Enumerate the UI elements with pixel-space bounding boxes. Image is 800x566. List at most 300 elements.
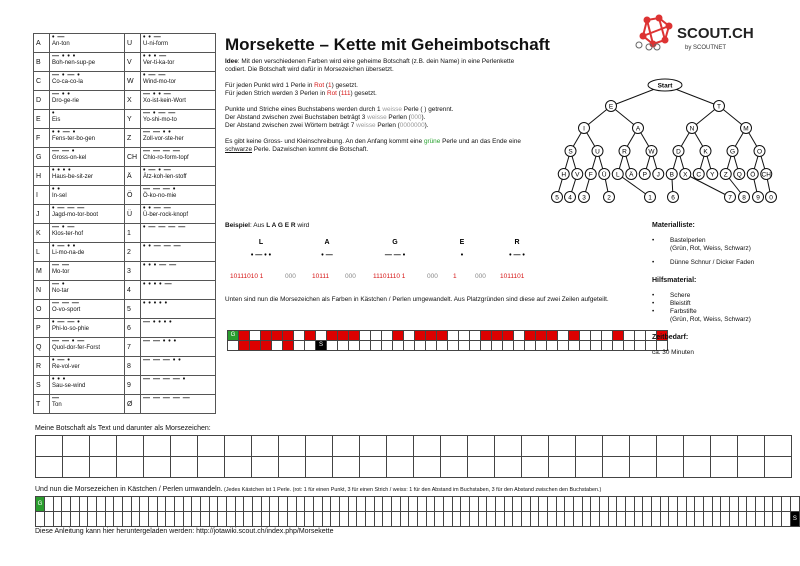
morse-code-cell xyxy=(50,224,125,243)
bead-input-cell[interactable] xyxy=(669,512,678,527)
bead-input-cell[interactable] xyxy=(157,512,166,527)
morse-code: • • • • — xyxy=(143,281,173,288)
morse-table xyxy=(33,33,216,414)
morse-code: • • — • xyxy=(52,129,76,136)
bead-input-cell[interactable] xyxy=(495,497,504,512)
bead-input-cell[interactable] xyxy=(313,512,322,527)
bead-input-cell[interactable] xyxy=(235,512,244,527)
bead-input-cell[interactable] xyxy=(417,512,426,527)
message-cell[interactable] xyxy=(171,457,198,478)
message-cell[interactable] xyxy=(225,457,252,478)
bead-input-cell[interactable] xyxy=(183,497,192,512)
bead-input-cell[interactable] xyxy=(730,512,739,527)
bead-input-cell[interactable] xyxy=(45,497,54,512)
message-cell[interactable] xyxy=(333,436,360,457)
bead-input-cell[interactable] xyxy=(296,512,305,527)
message-cell[interactable] xyxy=(306,436,333,457)
bead-input-cell[interactable] xyxy=(695,497,704,512)
bead-input-cell[interactable] xyxy=(71,512,80,527)
bead-input-cell[interactable] xyxy=(547,512,556,527)
message-cell[interactable] xyxy=(279,457,306,478)
bead-input-cell[interactable] xyxy=(348,497,357,512)
bead-input-cell[interactable] xyxy=(504,497,513,512)
message-cell[interactable] xyxy=(630,457,657,478)
message-cell[interactable] xyxy=(198,457,225,478)
bead-input-cell[interactable] xyxy=(435,512,444,527)
message-cell[interactable] xyxy=(603,436,630,457)
bead-input-cell[interactable] xyxy=(36,512,45,527)
bead-input-cell[interactable] xyxy=(348,512,357,527)
bead-input-cell[interactable] xyxy=(652,497,661,512)
bead-input-cell[interactable] xyxy=(539,497,548,512)
bead-input-cell[interactable] xyxy=(738,497,747,512)
message-cell[interactable] xyxy=(549,436,576,457)
bead-input-cell[interactable] xyxy=(634,512,643,527)
message-cell[interactable] xyxy=(252,457,279,478)
message-cell[interactable] xyxy=(252,436,279,457)
bead-input-cell[interactable] xyxy=(244,512,253,527)
morse-code: • • — — xyxy=(143,205,172,212)
bead-input-cell[interactable] xyxy=(105,497,114,512)
bead-input-cell[interactable] xyxy=(469,512,478,527)
bead-cell xyxy=(283,331,294,341)
bead-input-cell[interactable] xyxy=(279,512,288,527)
bead-input-cell[interactable]: S xyxy=(790,512,799,527)
bead-input-cell[interactable] xyxy=(695,512,704,527)
message-cell[interactable] xyxy=(387,436,414,457)
svg-text:L: L xyxy=(615,171,620,179)
morse-code: — • • xyxy=(52,91,71,98)
morse-code: • — • — xyxy=(143,167,172,174)
bead-input-cell[interactable] xyxy=(131,497,140,512)
bead-input-cell[interactable] xyxy=(201,497,210,512)
message-cell[interactable] xyxy=(711,457,738,478)
message-cell[interactable] xyxy=(90,436,117,457)
bead-input-cell[interactable] xyxy=(747,497,756,512)
bead-cell xyxy=(371,341,382,351)
bead-input-cell[interactable] xyxy=(678,512,687,527)
bead-input-cell[interactable] xyxy=(530,512,539,527)
mnemonic-word: Xo-ist-kein-Wort xyxy=(143,98,186,104)
bead-input-cell[interactable] xyxy=(305,512,314,527)
bead-input-cell[interactable] xyxy=(339,497,348,512)
svg-text:B: B xyxy=(669,171,674,179)
bead-input-cell[interactable] xyxy=(313,497,322,512)
bead-input-cell[interactable] xyxy=(469,497,478,512)
bead-input-cell[interactable] xyxy=(123,497,132,512)
bead-input-cell[interactable] xyxy=(400,497,409,512)
bead-input-cell[interactable] xyxy=(383,512,392,527)
message-cell[interactable] xyxy=(36,436,63,457)
morse-letter: D xyxy=(34,91,50,110)
bead-input-cell[interactable] xyxy=(192,497,201,512)
message-cell[interactable] xyxy=(603,457,630,478)
bead-input-cell[interactable] xyxy=(114,497,123,512)
bead-input-cell[interactable] xyxy=(374,512,383,527)
morse-code-cell xyxy=(50,205,125,224)
bead-input-cell[interactable] xyxy=(149,497,158,512)
bead-input-cell[interactable] xyxy=(617,497,626,512)
bead-input-cell[interactable] xyxy=(71,497,80,512)
bead-input-cell[interactable] xyxy=(426,512,435,527)
bead-input-cell[interactable] xyxy=(547,497,556,512)
message-cell[interactable] xyxy=(684,436,711,457)
bead-cell xyxy=(635,331,646,341)
svg-text:5: 5 xyxy=(555,194,559,202)
message-cell[interactable] xyxy=(387,457,414,478)
bead-input-cell[interactable] xyxy=(435,497,444,512)
bead-input-cell[interactable] xyxy=(443,497,452,512)
bead-grid-input[interactable] xyxy=(35,496,800,527)
bead-input-cell[interactable] xyxy=(504,512,513,527)
morse-row xyxy=(34,319,216,338)
bead-input-cell[interactable] xyxy=(626,512,635,527)
message-cell[interactable] xyxy=(468,436,495,457)
message-cell[interactable] xyxy=(144,457,171,478)
bead-cell xyxy=(239,331,250,341)
bead-input-cell[interactable] xyxy=(331,512,340,527)
bead-input-cell[interactable] xyxy=(764,512,773,527)
bead-input-cell[interactable] xyxy=(166,512,175,527)
message-cell[interactable] xyxy=(117,457,144,478)
bead-input-cell[interactable] xyxy=(417,497,426,512)
morse-letter: J xyxy=(34,205,50,224)
bead-input-cell[interactable] xyxy=(669,497,678,512)
bead-input-cell[interactable] xyxy=(521,512,530,527)
bead-input-cell[interactable] xyxy=(643,512,652,527)
bead-input-cell[interactable] xyxy=(409,497,418,512)
message-grid[interactable] xyxy=(35,435,792,478)
bead-input-cell[interactable] xyxy=(218,512,227,527)
bead-input-cell[interactable] xyxy=(383,497,392,512)
bead-input-cell[interactable] xyxy=(478,512,487,527)
bead-input-cell[interactable] xyxy=(582,512,591,527)
message-cell[interactable] xyxy=(765,436,792,457)
bead-cell xyxy=(294,341,305,351)
morse-code-cell xyxy=(50,395,125,414)
bead-input-cell[interactable] xyxy=(452,497,461,512)
bead-input-cell[interactable] xyxy=(660,512,669,527)
message-cell[interactable] xyxy=(630,436,657,457)
message-cell[interactable] xyxy=(306,457,333,478)
bead-input-cell[interactable] xyxy=(365,497,374,512)
bead-input-cell[interactable] xyxy=(738,512,747,527)
message-cell[interactable] xyxy=(711,436,738,457)
message-cell[interactable] xyxy=(144,436,171,457)
bead-input-cell[interactable] xyxy=(88,497,97,512)
bead-input-cell[interactable] xyxy=(88,512,97,527)
morse-row xyxy=(34,129,216,148)
bead-input-cell[interactable] xyxy=(305,497,314,512)
bead-input-cell[interactable] xyxy=(790,497,799,512)
message-cell[interactable] xyxy=(117,436,144,457)
morse-letter: 1 xyxy=(125,224,141,243)
bead-input-cell[interactable] xyxy=(391,512,400,527)
message-cell[interactable] xyxy=(279,436,306,457)
mnemonic-word: Gross-on-kel xyxy=(52,155,87,161)
bead-input-cell[interactable] xyxy=(123,512,132,527)
bead-input-cell[interactable] xyxy=(400,512,409,527)
bead-input-cell[interactable] xyxy=(105,512,114,527)
bead-input-cell[interactable] xyxy=(782,497,791,512)
morse-code-cell xyxy=(141,395,216,414)
morse-letter: K xyxy=(34,224,50,243)
message-cell[interactable] xyxy=(684,457,711,478)
bead-input-cell[interactable] xyxy=(79,512,88,527)
bead-input-cell[interactable] xyxy=(261,497,270,512)
bead-input-cell[interactable] xyxy=(357,512,366,527)
list-item: Farbstifte xyxy=(670,308,697,315)
bead-input-cell[interactable] xyxy=(721,497,730,512)
bead-cell xyxy=(492,331,503,341)
morse-code-cell xyxy=(50,300,125,319)
bead-input-cell[interactable] xyxy=(62,512,71,527)
bead-input-cell[interactable] xyxy=(287,497,296,512)
mnemonic-word: Ver-ti-ka-tor xyxy=(143,60,175,66)
bead-cell xyxy=(481,341,492,351)
bead-input-cell[interactable] xyxy=(149,512,158,527)
time-title: Zeitbedarf: xyxy=(652,334,689,341)
message-cell[interactable] xyxy=(765,457,792,478)
message-cell[interactable] xyxy=(738,436,765,457)
message-cell[interactable] xyxy=(63,436,90,457)
message-cell[interactable] xyxy=(549,457,576,478)
bead-input-cell[interactable] xyxy=(183,512,192,527)
morse-code: • — — xyxy=(143,72,166,79)
bead-input-cell[interactable] xyxy=(556,512,565,527)
bead-input-cell[interactable] xyxy=(227,512,236,527)
message-cell[interactable] xyxy=(36,457,63,478)
bullet-icon: • xyxy=(652,308,655,315)
bead-input-cell[interactable] xyxy=(79,497,88,512)
bead-input-cell[interactable] xyxy=(53,497,62,512)
bead-input-cell[interactable] xyxy=(322,512,331,527)
morse-code: — • xyxy=(52,281,65,288)
message-cell[interactable] xyxy=(333,457,360,478)
svg-text:3: 3 xyxy=(582,194,586,202)
example-bead-grid xyxy=(227,330,668,351)
bead-input-cell[interactable] xyxy=(539,512,548,527)
bead-input-cell[interactable] xyxy=(487,497,496,512)
bead-input-cell[interactable] xyxy=(270,512,279,527)
bead-input-cell[interactable] xyxy=(730,497,739,512)
bead-input-cell[interactable] xyxy=(556,497,565,512)
message-cell[interactable] xyxy=(198,436,225,457)
bead-input-cell[interactable] xyxy=(53,512,62,527)
bead-input-cell[interactable] xyxy=(756,497,765,512)
morse-code: — • — xyxy=(52,224,75,231)
bead-input-cell[interactable] xyxy=(157,497,166,512)
bead-input-cell[interactable] xyxy=(62,497,71,512)
bead-input-cell[interactable] xyxy=(608,497,617,512)
bead-input-cell[interactable] xyxy=(357,497,366,512)
bead-input-cell[interactable] xyxy=(279,497,288,512)
morse-code-cell xyxy=(141,186,216,205)
bead-input-cell[interactable] xyxy=(513,512,522,527)
bead-input-cell[interactable] xyxy=(114,512,123,527)
tree-node xyxy=(739,192,750,203)
bead-input-cell[interactable] xyxy=(756,512,765,527)
tree-node xyxy=(720,169,731,180)
message-cell[interactable] xyxy=(576,436,603,457)
bead-input-cell[interactable] xyxy=(574,497,583,512)
bead-input-cell[interactable] xyxy=(608,512,617,527)
bead-input-cell[interactable] xyxy=(365,512,374,527)
bead-input-cell[interactable] xyxy=(495,512,504,527)
bead-input-cell[interactable] xyxy=(617,512,626,527)
bead-input-cell[interactable] xyxy=(209,497,218,512)
message-cell[interactable] xyxy=(576,457,603,478)
morse-code-cell xyxy=(141,262,216,281)
bead-input-cell[interactable]: G xyxy=(36,497,45,512)
logo-network-icon xyxy=(641,16,672,47)
bead-input-cell[interactable] xyxy=(331,497,340,512)
message-cell[interactable] xyxy=(657,436,684,457)
bead-input-cell[interactable] xyxy=(582,497,591,512)
bead-input-cell[interactable] xyxy=(686,497,695,512)
morse-code: • — xyxy=(52,34,65,41)
bead-input-cell[interactable] xyxy=(201,512,210,527)
bead-input-cell[interactable] xyxy=(626,497,635,512)
svg-text:Z: Z xyxy=(723,171,728,179)
message-cell[interactable] xyxy=(63,457,90,478)
message-cell[interactable] xyxy=(171,436,198,457)
bead-input-cell[interactable] xyxy=(487,512,496,527)
bead-input-cell[interactable] xyxy=(652,512,661,527)
message-cell[interactable] xyxy=(468,457,495,478)
message-cell[interactable] xyxy=(441,436,468,457)
bead-input-cell[interactable] xyxy=(686,512,695,527)
bead-input-cell[interactable] xyxy=(704,497,713,512)
bead-input-cell[interactable] xyxy=(530,497,539,512)
bead-input-cell[interactable] xyxy=(678,497,687,512)
message-cell[interactable] xyxy=(495,457,522,478)
bead-cell xyxy=(272,341,283,351)
bead-input-cell[interactable] xyxy=(175,497,184,512)
bead-input-cell[interactable] xyxy=(521,497,530,512)
time-value: ca. 30 Minuten xyxy=(652,349,694,356)
message-cell[interactable] xyxy=(225,436,252,457)
bead-input-cell[interactable] xyxy=(235,497,244,512)
help-title: Hilfsmaterial: xyxy=(652,277,697,284)
bead-input-cell[interactable] xyxy=(643,497,652,512)
bead-input-cell[interactable] xyxy=(322,497,331,512)
bead-input-cell[interactable] xyxy=(773,512,782,527)
message-cell[interactable] xyxy=(738,457,765,478)
morse-code-cell xyxy=(141,319,216,338)
message-cell[interactable] xyxy=(522,457,549,478)
morse-code-cell xyxy=(141,53,216,72)
bead-input-cell[interactable] xyxy=(660,497,669,512)
bead-input-cell[interactable] xyxy=(574,512,583,527)
morse-code: • — — • xyxy=(52,319,81,326)
bead-input-cell[interactable] xyxy=(97,497,106,512)
morse-letter: X xyxy=(125,91,141,110)
bead-input-cell[interactable] xyxy=(565,512,574,527)
bead-input-cell[interactable] xyxy=(218,497,227,512)
bead-input-cell[interactable] xyxy=(270,497,279,512)
bead-input-cell[interactable] xyxy=(600,497,609,512)
tree-node xyxy=(565,192,576,203)
bead-input-cell[interactable] xyxy=(374,497,383,512)
bead-input-cell[interactable] xyxy=(565,497,574,512)
morse-letter: M xyxy=(34,262,50,281)
message-cell[interactable] xyxy=(441,457,468,478)
bead-input-cell[interactable] xyxy=(461,497,470,512)
bead-input-cell[interactable] xyxy=(721,512,730,527)
bead-input-cell[interactable] xyxy=(175,512,184,527)
bead-input-cell[interactable] xyxy=(452,512,461,527)
bead-input-cell[interactable] xyxy=(443,512,452,527)
svg-text:W: W xyxy=(648,148,655,156)
bead-input-cell[interactable] xyxy=(600,512,609,527)
morse-code-cell xyxy=(50,281,125,300)
mnemonic-word: Boh-nen-sup-pe xyxy=(52,60,96,66)
bead-input-cell[interactable] xyxy=(747,512,756,527)
bead-input-cell[interactable] xyxy=(45,512,54,527)
bead-input-cell[interactable] xyxy=(287,512,296,527)
bead-input-cell[interactable] xyxy=(261,512,270,527)
bead-input-cell[interactable] xyxy=(704,512,713,527)
bead-input-cell[interactable] xyxy=(634,497,643,512)
message-cell[interactable] xyxy=(495,436,522,457)
message-cell[interactable] xyxy=(522,436,549,457)
bead-input-cell[interactable] xyxy=(97,512,106,527)
bead-input-cell[interactable] xyxy=(339,512,348,527)
bead-input-cell[interactable] xyxy=(712,512,721,527)
message-cell[interactable] xyxy=(360,436,387,457)
morse-code: — — — — • xyxy=(143,376,186,383)
message-cell[interactable] xyxy=(414,457,441,478)
bead-input-cell[interactable] xyxy=(513,497,522,512)
bead-input-cell[interactable] xyxy=(764,497,773,512)
bead-input-cell[interactable] xyxy=(391,497,400,512)
bead-input-cell[interactable] xyxy=(426,497,435,512)
bead-input-cell[interactable] xyxy=(253,512,262,527)
message-cell[interactable] xyxy=(657,457,684,478)
message-cell[interactable] xyxy=(90,457,117,478)
bead-input-cell[interactable] xyxy=(409,512,418,527)
bead-input-cell[interactable] xyxy=(166,497,175,512)
bead-input-cell[interactable] xyxy=(192,512,201,527)
bead-input-cell[interactable] xyxy=(253,497,262,512)
morse-code-cell xyxy=(141,300,216,319)
bead-input-cell[interactable] xyxy=(244,497,253,512)
tree-node xyxy=(612,169,623,180)
svg-text:P: P xyxy=(642,171,647,179)
mnemonic-word: Phi-lo-so-phie xyxy=(52,326,90,332)
footer-link[interactable]: Diese Anleitung kann hier heruntergeladen werden: http://jotawiki.scout.ch/index.php/Morsekette xyxy=(35,528,334,535)
bead-input-cell[interactable] xyxy=(296,497,305,512)
mnemonic-word: Sau-se-wind xyxy=(52,383,86,389)
bead-input-cell[interactable] xyxy=(140,512,149,527)
message-cell[interactable] xyxy=(414,436,441,457)
bead-cell xyxy=(492,341,503,351)
bead-input-cell[interactable] xyxy=(591,497,600,512)
bead-input-cell[interactable] xyxy=(131,512,140,527)
bead-input-cell[interactable] xyxy=(461,512,470,527)
bead-input-cell[interactable] xyxy=(782,512,791,527)
bead-input-cell[interactable] xyxy=(227,497,236,512)
bead-input-cell[interactable] xyxy=(478,497,487,512)
message-cell[interactable] xyxy=(360,457,387,478)
bead-input-cell[interactable] xyxy=(140,497,149,512)
bead-cell xyxy=(382,331,393,341)
bead-input-cell[interactable] xyxy=(591,512,600,527)
bead-input-cell[interactable] xyxy=(773,497,782,512)
bead-input-cell[interactable] xyxy=(712,497,721,512)
bead-input-cell[interactable] xyxy=(209,512,218,527)
